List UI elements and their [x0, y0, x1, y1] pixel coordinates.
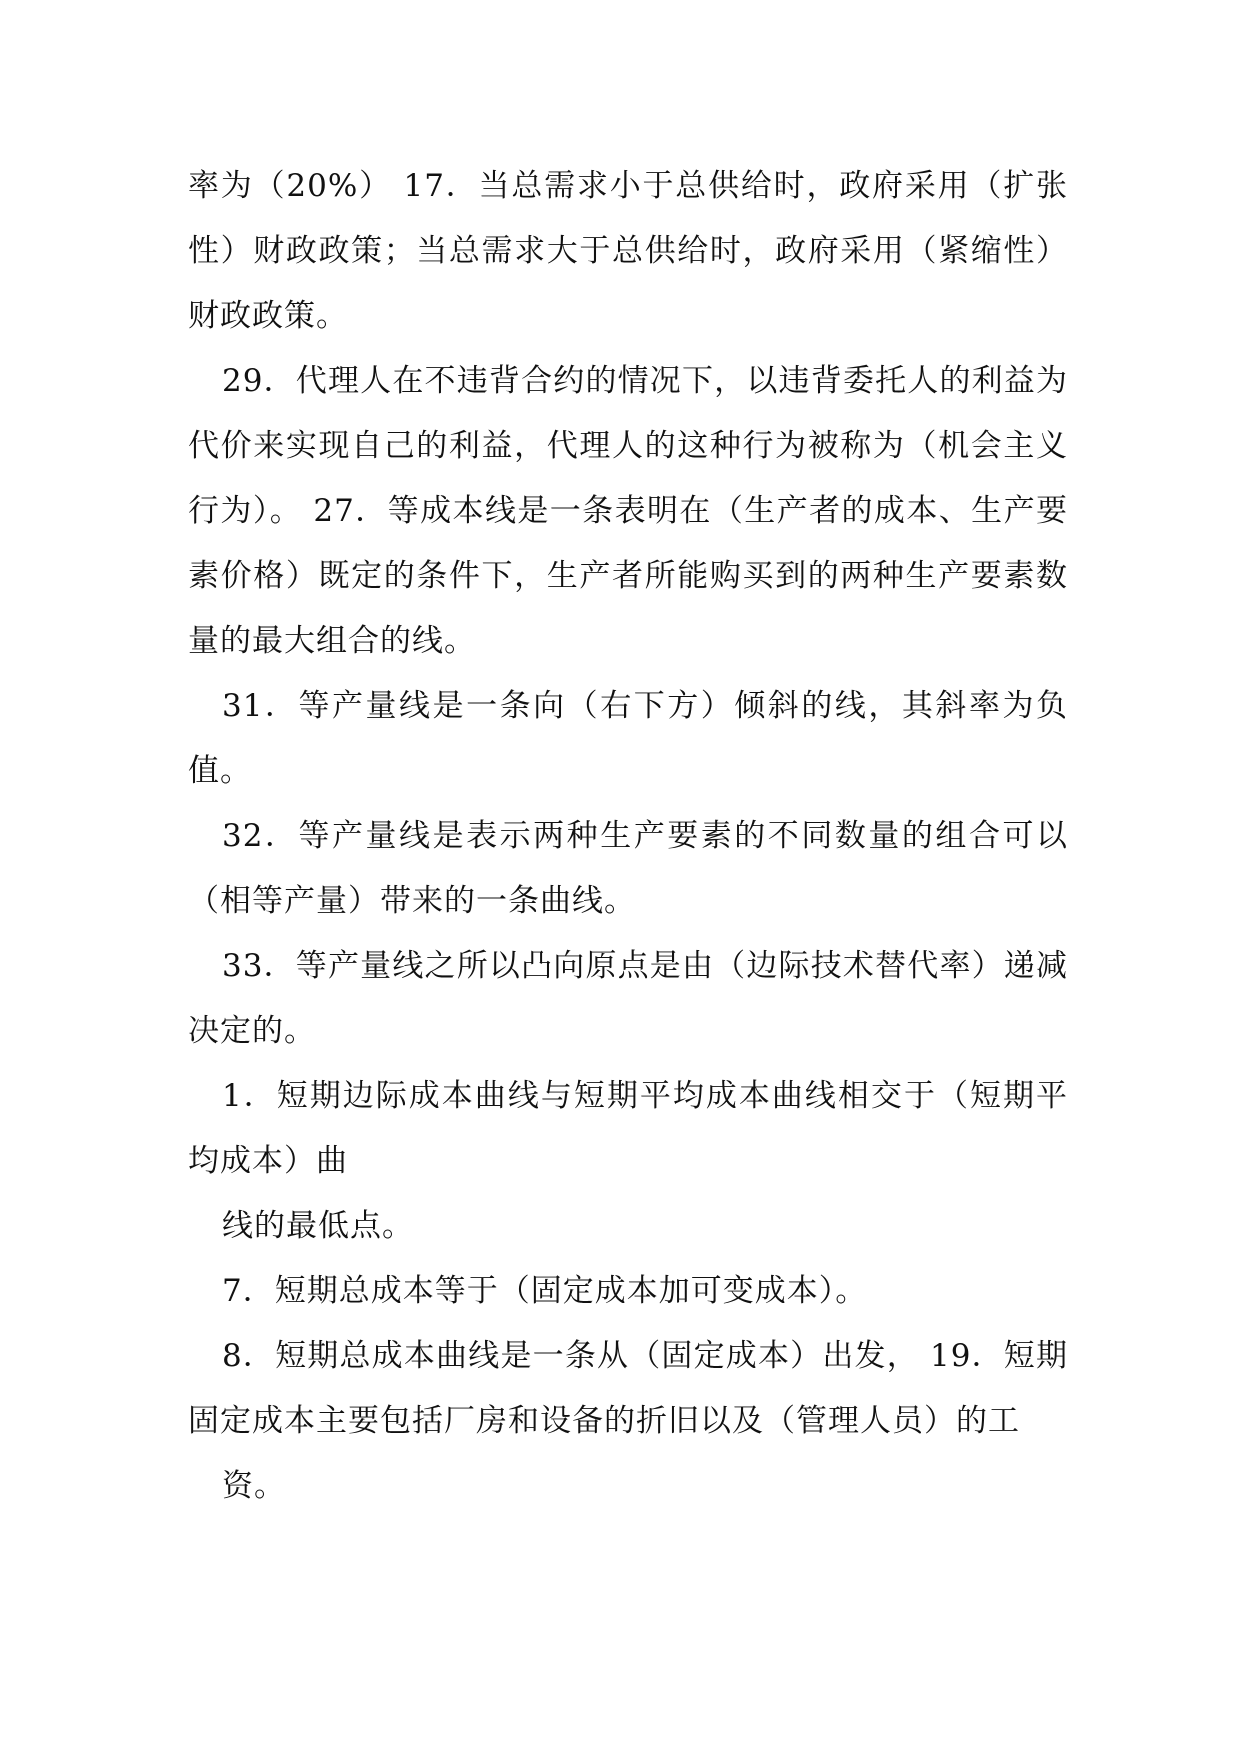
paragraph-1: 率为（20%） 17．当总需求小于总供给时，政府采用（扩张性）财政政策；当总需求大于总供给时，政府采用（紧缩性）财政政策。: [188, 168, 1068, 334]
document-body: [188, 154, 1068, 1519]
paragraph-5: 33．等产量线之所以凸向原点是由（边际技术替代率）递减决定的。: [188, 948, 1068, 1049]
paragraph-2: 29．代理人在不违背合约的情况下，以违背委托人的利益为代价来实现自己的利益，代理人的这种行为被称为（机会主义行为）。 27．等成本线是一条表明在（生产者的成本、生产要素价格）既定的条件下，生产者所能购买到的两种生产要素数量的最大组合的线。: [188, 363, 1068, 659]
paragraph-7: 线的最低点。: [222, 1208, 414, 1244]
paragraph-9: 8．短期总成本曲线是一条从（固定成本）出发， 19．短期固定成本主要包括厂房和设备的折旧以及（管理人员）的工: [188, 1338, 1068, 1439]
paragraph-4: 32．等产量线是表示两种生产要素的不同数量的组合可以（相等产量）带来的一条曲线。: [188, 818, 1068, 919]
paragraph-10: 资。: [222, 1468, 286, 1504]
paragraph-3: 31．等产量线是一条向（右下方）倾斜的线，其斜率为负值。: [188, 688, 1068, 789]
paragraph-6: 1．短期边际成本曲线与短期平均成本曲线相交于（短期平均成本）曲: [188, 1078, 1068, 1179]
paragraph-8: 7．短期总成本等于（固定成本加可变成本）。: [222, 1273, 868, 1309]
